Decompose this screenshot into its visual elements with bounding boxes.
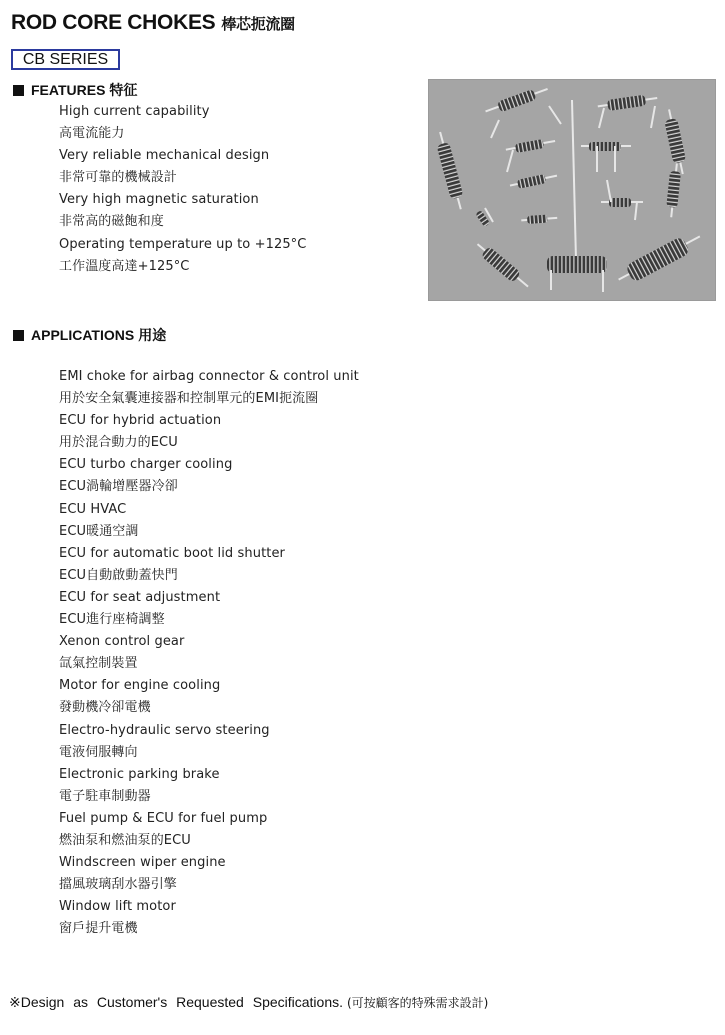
square-bullet-icon [13, 330, 24, 341]
series-label-box [11, 49, 120, 70]
applications-heading [13, 325, 166, 345]
list-item: 電液伺服轉向 [59, 744, 138, 760]
list-item: High current capability [59, 104, 210, 119]
list-item: 窗戶提升電機 [59, 921, 138, 937]
list-item: 非常高的磁飽和度 [59, 214, 164, 230]
list-item: 高電流能力 [59, 126, 125, 142]
list-item: ECU暖通空調 [59, 523, 139, 539]
page-title [11, 11, 295, 35]
list-item: 擋風玻璃刮水器引擎 [59, 877, 177, 893]
features-heading-en: FEATURES [31, 82, 106, 98]
square-bullet-icon [13, 85, 24, 96]
title-en: ROD CORE CHOKES [11, 11, 216, 34]
list-item: ECU for hybrid actuation [59, 413, 222, 429]
list-item: ECU for seat adjustment [59, 589, 221, 605]
applications-list [59, 366, 359, 940]
list-item: Motor for engine cooling [59, 678, 221, 694]
list-item: ECU自動啟動蓋快門 [59, 567, 178, 583]
list-item: 用於混合動力的ECU [59, 435, 178, 451]
rod-core-chokes-image [429, 80, 715, 300]
features-list [59, 101, 306, 278]
list-item: Windscreen wiper engine [59, 855, 226, 871]
applications-heading-en: APPLICATIONS [31, 327, 135, 343]
title-cn: 棒芯扼流圈 [221, 15, 295, 33]
list-item: 非常可靠的機械設計 [59, 170, 177, 186]
series-label: CB SERIES [22, 51, 109, 68]
product-photo [428, 79, 716, 301]
list-item: 電子駐車制動器 [59, 788, 151, 804]
list-item: 用於安全氣囊連接器和控制單元的EMI扼流圈 [59, 391, 319, 407]
applications-heading-cn: 用途 [138, 328, 167, 344]
list-item: Fuel pump & ECU for fuel pump [59, 810, 268, 826]
list-item: Operating temperature up to +125°C [59, 236, 307, 252]
list-item: 工作溫度高達+125°C [59, 258, 190, 274]
features-heading-cn: 特征 [109, 83, 138, 99]
list-item: Electronic parking brake [59, 766, 220, 782]
list-item: ECU進行座椅調整 [59, 612, 165, 628]
list-item: Window lift motor [59, 899, 176, 915]
footer-note [9, 994, 488, 1011]
list-item: ECU for automatic boot lid shutter [59, 545, 286, 561]
list-item: ECU渦輪增壓器冷卻 [59, 479, 178, 495]
list-item: 燃油泵和燃油泵的ECU [59, 832, 191, 848]
list-item: Electro-hydraulic servo steering [59, 722, 270, 738]
list-item: 氙氣控制裝置 [59, 656, 138, 672]
list-item: Very high magnetic saturation [59, 192, 259, 208]
features-heading [13, 80, 137, 100]
list-item: Very reliable mechanical design [59, 148, 270, 164]
list-item: ECU HVAC [59, 501, 127, 517]
footer-note-cn: (可按顧客的特殊需求設計) [347, 996, 489, 1010]
list-item: EMI choke for airbag connector & control unit [59, 369, 359, 384]
footer-note-en: ※Design as Customer's Requested Specifications. [9, 994, 343, 1010]
list-item: ECU turbo charger cooling [59, 457, 233, 473]
list-item: 發動機冷卻電機 [59, 700, 151, 716]
list-item: Xenon control gear [59, 634, 185, 650]
